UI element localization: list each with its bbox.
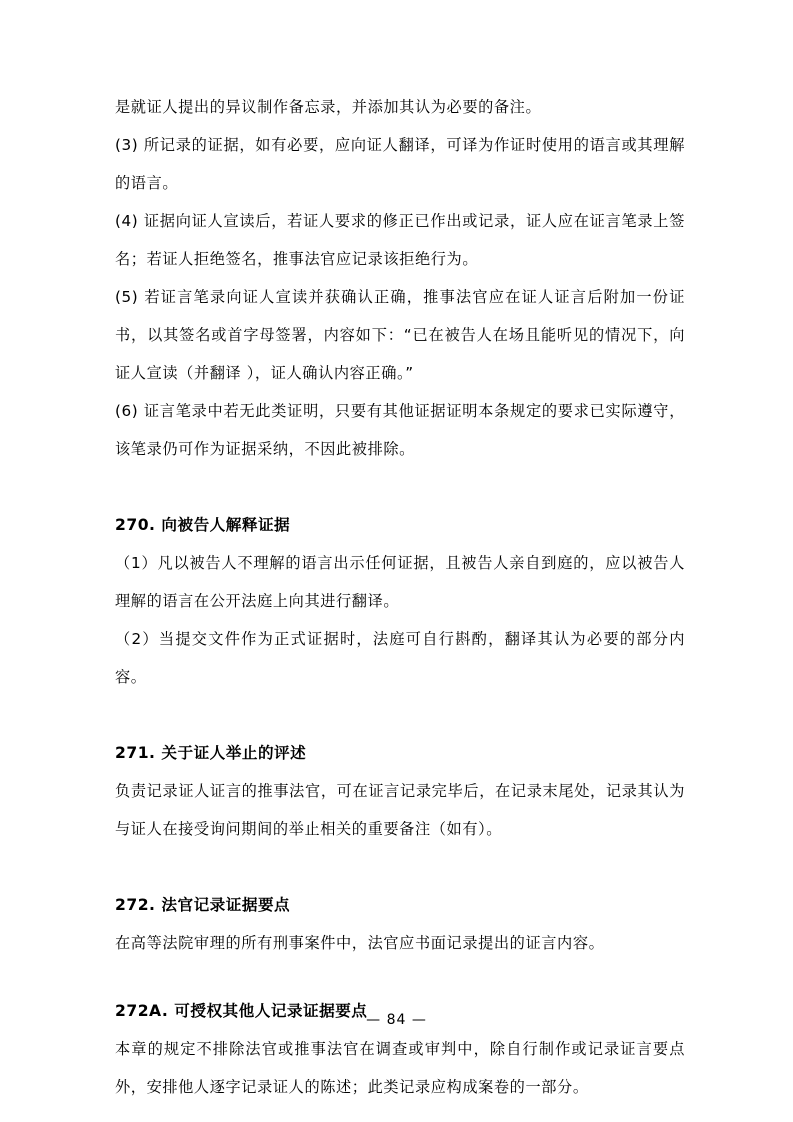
paragraph-272-body: 在高等法院审理的所有刑事案件中，法官应书面记录提出的证言内容。 (115, 934, 605, 952)
heading-272: 272. 法官记录证据要点 (115, 896, 291, 914)
heading-270: 270. 向被告人解释证据 (115, 516, 291, 534)
paragraph-item-5: (5) 若证言笔录向证人宣读并获确认正确，推事法官应在证人证言后附加一份证书，以其签名或首字母签署，内容如下：“已在被告人在场且能听见的情况下，向证人宣读（并翻译 ），证人确认内容正确。” (115, 288, 685, 382)
paragraph-271-body: 负责记录证人证言的推事法官，可在证言记录完毕后，在记录末尾处，记录其认为与证人在接受询问期间的举止相关的重要备注（如有）。 (115, 782, 685, 838)
paragraph-272A-body: 本章的规定不排除法官或推事法官在调查或审判中，除自行制作或记录证言要点外，安排他人逐字记录证人的陈述；此类记录应构成案卷的一部分。 (115, 1040, 685, 1096)
paragraph-item-3: (3) 所记录的证据，如有必要，应向证人翻译，可译为作证时使用的语言或其理解的语言。 (115, 136, 685, 192)
paragraph-270-1: （1）凡以被告人不理解的语言出示任何证据，且被告人亲自到庭的，应以被告人理解的语言在公开法庭上向其进行翻译。 (115, 554, 685, 610)
paragraph-item-4: (4) 证据向证人宣读后，若证人要求的修正已作出或记录，证人应在证言笔录上签名；若证人拒绝签名，推事法官应记录该拒绝行为。 (115, 212, 685, 268)
paragraph-270-2: （2）当提交文件作为正式证据时，法庭可自行斟酌，翻译其认为必要的部分内容。 (115, 630, 685, 686)
paragraph-continued: 是就证人提出的异议制作备忘录，并添加其认为必要的备注。 (115, 98, 542, 116)
heading-271: 271. 关于证人举止的评述 (115, 744, 307, 762)
section-spacer (115, 848, 685, 886)
document-body (115, 88, 685, 1106)
section-spacer (115, 962, 685, 992)
section-spacer (115, 696, 685, 734)
section-spacer (115, 468, 685, 506)
paragraph-item-6: (6) 证言笔录中若无此类证明，只要有其他证据证明本条规定的要求已实际遵守，该笔录仍可作为证据采纳，不因此被排除。 (115, 402, 685, 458)
heading-272A: 272A. 可授权其他人记录证据要点 (115, 1002, 368, 1020)
page-number: — 84 — (366, 1012, 427, 1028)
